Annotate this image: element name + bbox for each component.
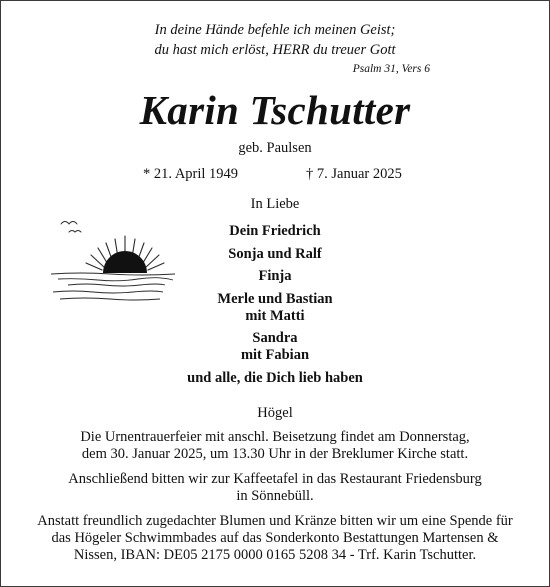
- mourner-line: Dein Friedrich: [229, 223, 321, 239]
- mourner-line: Sonja und Ralf: [228, 246, 322, 262]
- donation-notice-line-2: das Högeler Schwimmbades auf das Sonderkonto Bestattungen Martensen &: [51, 530, 499, 546]
- funeral-notice-line-1: Die Urnentrauerfeier mit anschl. Beisetzung findet am Donnerstag,: [80, 429, 470, 445]
- mourners-intro: In Liebe: [250, 196, 300, 212]
- mourner-line: Finja: [258, 268, 292, 284]
- place: Högel: [257, 405, 293, 421]
- verse-line-2: du hast mich erlöst, HERR du treuer Gott: [154, 42, 396, 58]
- mourner-line: Sandra: [252, 330, 298, 346]
- donation-notice-line-1: Anstatt freundlich zugedachter Blumen und Kränze bitten wir um eine Spende für: [37, 513, 513, 529]
- mourner-line: und alle, die Dich lieb haben: [187, 370, 363, 386]
- birth-date: * 21. April 1949: [143, 166, 239, 182]
- mourner-line: Merle und Bastian: [217, 291, 333, 307]
- mourner-line: mit Fabian: [240, 347, 310, 363]
- coffee-notice-line-1: Anschließend bitten wir zur Kaffeetafel in das Restaurant Friedensburg: [68, 471, 482, 487]
- deceased-name: Karin Tschutter: [139, 87, 411, 133]
- death-date: † 7. Januar 2025: [306, 166, 402, 182]
- birth-name: geb. Paulsen: [238, 140, 312, 156]
- funeral-notice-line-2: dem 30. Januar 2025, um 13.30 Uhr in der Breklumer Kirche statt.: [81, 446, 469, 462]
- verse-source: Psalm 31, Vers 6: [352, 63, 430, 75]
- donation-notice-line-3: Nissen, IBAN: DE05 2175 0000 0165 5208 34 - Trf. Karin Tschutter.: [73, 547, 477, 563]
- verse-line-1: In deine Hände befehle ich meinen Geist;: [154, 22, 396, 38]
- mourner-line: mit Matti: [245, 308, 305, 324]
- coffee-notice-line-2: in Sönnebüll.: [236, 488, 314, 504]
